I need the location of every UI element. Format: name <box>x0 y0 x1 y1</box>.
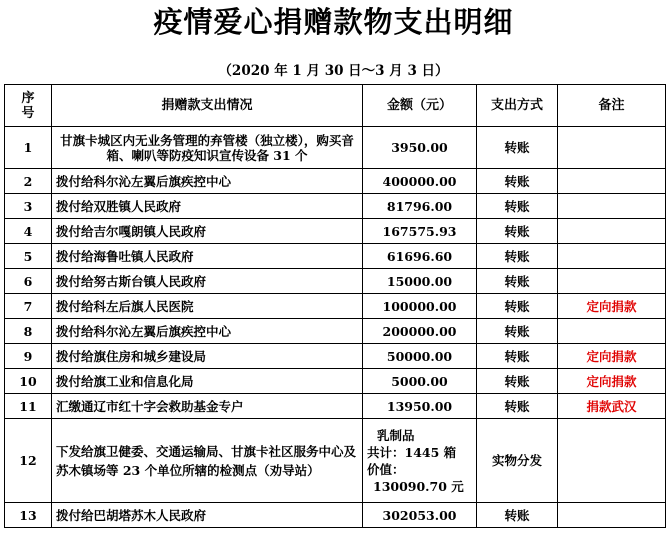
table-row <box>5 419 666 503</box>
table-row <box>5 369 666 394</box>
amount-line-count: 共计：1445 箱 <box>367 444 457 460</box>
date-range: （2020 年 1 月 30 日～3 月 3 日） <box>218 63 449 79</box>
row-method: 转账 <box>477 219 558 244</box>
table-row <box>5 344 666 369</box>
row-desc: 汇缴通辽市红十字会救助基金专户 <box>52 394 363 419</box>
row-note <box>558 219 666 244</box>
table-row <box>5 503 666 528</box>
row-amount: 81796.00 <box>363 194 477 219</box>
page-title: 疫情爱心捐赠款物支出明细 <box>153 5 514 39</box>
row-desc: 拨付给吉尔嘎朗镇人民政府 <box>52 219 363 244</box>
row-method: 实物分发 <box>477 419 558 503</box>
row-note <box>558 244 666 269</box>
row-seq: 6 <box>5 269 52 294</box>
row-amount: 167575.93 <box>363 219 477 244</box>
row-amount: 13950.00 <box>363 394 477 419</box>
column-header-note: 备注 <box>558 85 666 127</box>
table-row <box>5 269 666 294</box>
row-amount: 3950.00 <box>363 127 477 169</box>
row-method: 转账 <box>477 169 558 194</box>
row-desc: 拨付给科尔沁左翼后旗疾控中心 <box>52 319 363 344</box>
amount-line-value-label: 价值： <box>367 461 405 477</box>
row-seq: 12 <box>5 419 52 503</box>
row-desc: 甘旗卡城区内无业务管理的弃管楼（独立楼），购买音箱、喇叭等防疫知识宣传设备 31 个 <box>52 127 363 169</box>
row-method: 转账 <box>477 394 558 419</box>
row-method: 转账 <box>477 194 558 219</box>
row-amount: 100000.00 <box>363 294 477 319</box>
row-seq: 2 <box>5 169 52 194</box>
row-desc: 拨付给努古斯台镇人民政府 <box>52 269 363 294</box>
row-note <box>558 419 666 503</box>
table-row <box>5 244 666 269</box>
expenditure-table <box>4 84 666 528</box>
row-note <box>558 503 666 528</box>
row-amount: 50000.00 <box>363 344 477 369</box>
row-seq: 3 <box>5 194 52 219</box>
column-header-seq-text: 序号 <box>21 90 35 121</box>
row-seq: 11 <box>5 394 52 419</box>
column-header-amount: 金额（元） <box>363 85 477 127</box>
amount-block <box>367 427 472 495</box>
row-desc: 拨付给双胜镇人民政府 <box>52 194 363 219</box>
row-note <box>558 269 666 294</box>
amount-line-item: 乳制品 <box>377 427 415 443</box>
row-amount <box>363 419 477 503</box>
table-header-row <box>5 85 666 127</box>
row-amount: 61696.60 <box>363 244 477 269</box>
table-row <box>5 394 666 419</box>
table-row <box>5 169 666 194</box>
row-seq: 10 <box>5 369 52 394</box>
column-header-seq <box>5 85 52 127</box>
amount-line-value: 130090.70 元 <box>373 478 464 494</box>
table-row <box>5 319 666 344</box>
column-header-method: 支出方式 <box>477 85 558 127</box>
row-seq: 8 <box>5 319 52 344</box>
table-row <box>5 127 666 169</box>
row-desc: 拨付给海鲁吐镇人民政府 <box>52 244 363 269</box>
row-note <box>558 169 666 194</box>
row-seq: 4 <box>5 219 52 244</box>
row-desc: 拨付给旗住房和城乡建设局 <box>52 344 363 369</box>
row-note: 定向捐款 <box>558 369 666 394</box>
row-note: 定向捐款 <box>558 294 666 319</box>
row-seq: 1 <box>5 127 52 169</box>
row-amount: 302053.00 <box>363 503 477 528</box>
row-desc: 拨付给科左后旗人民医院 <box>52 294 363 319</box>
table-row <box>5 294 666 319</box>
row-note <box>558 319 666 344</box>
row-amount: 400000.00 <box>363 169 477 194</box>
row-seq: 13 <box>5 503 52 528</box>
row-method: 转账 <box>477 503 558 528</box>
row-note <box>558 194 666 219</box>
row-method: 转账 <box>477 269 558 294</box>
row-desc: 下发给旗卫健委、交通运输局、甘旗卡社区服务中心及苏木镇场等 23 个单位所辖的检测点（劝导站） <box>52 419 363 503</box>
row-method: 转账 <box>477 344 558 369</box>
row-amount: 5000.00 <box>363 369 477 394</box>
table-row <box>5 194 666 219</box>
row-method: 转账 <box>477 319 558 344</box>
row-desc: 拨付给巴胡塔苏木人民政府 <box>52 503 363 528</box>
row-method: 转账 <box>477 294 558 319</box>
table-row <box>5 219 666 244</box>
row-amount: 200000.00 <box>363 319 477 344</box>
row-note: 定向捐款 <box>558 344 666 369</box>
row-method: 转账 <box>477 369 558 394</box>
row-seq: 5 <box>5 244 52 269</box>
row-note <box>558 127 666 169</box>
row-note: 捐款武汉 <box>558 394 666 419</box>
row-seq: 7 <box>5 294 52 319</box>
row-method: 转账 <box>477 244 558 269</box>
row-method: 转账 <box>477 127 558 169</box>
column-header-desc: 捐赠款支出情况 <box>52 85 363 127</box>
row-amount: 15000.00 <box>363 269 477 294</box>
row-seq: 9 <box>5 344 52 369</box>
row-desc: 拨付给旗工业和信息化局 <box>52 369 363 394</box>
row-desc: 拨付给科尔沁左翼后旗疾控中心 <box>52 169 363 194</box>
